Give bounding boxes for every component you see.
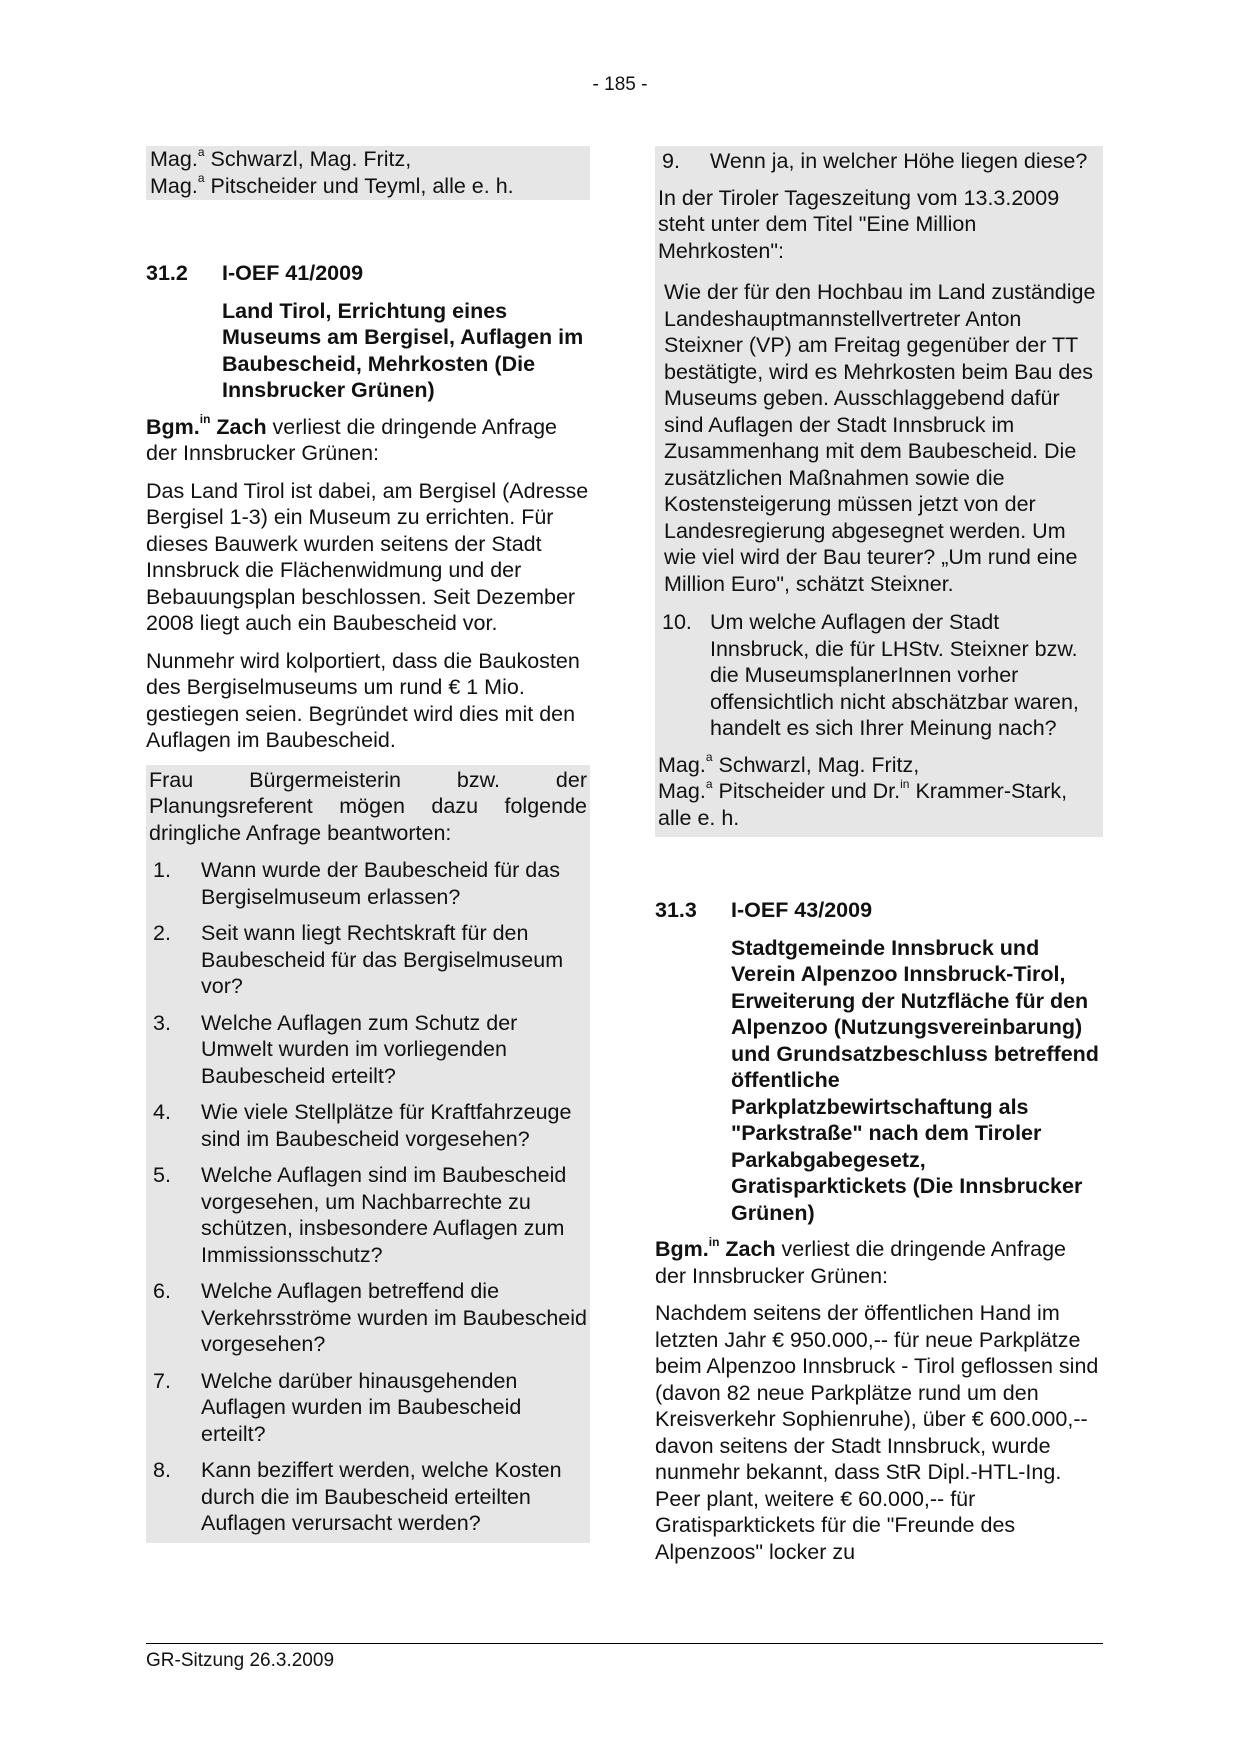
list-item: 4. Wie viele Stellplätze für Kraftfahrzeuge sind im Baubescheid vorgesehen? xyxy=(153,1100,572,1151)
question-list xyxy=(658,609,1100,742)
list-item: 9. Wenn ja, in welcher Höhe liegen diese? xyxy=(662,149,1088,173)
footer-text: GR-Sitzung 26.3.2009 xyxy=(146,1650,335,1671)
signature-line: Mag.$^a$ Schwarzl, Mag. Fritz, xyxy=(658,750,920,777)
inquiry-continuation xyxy=(655,146,1103,837)
body-paragraph: Nunmehr wird kolportiert, dass die Baukosten des Bergiselmuseums um rund € 1 Mio. gestiegen seien. Begründet wird dies mit den Auflagen im Baubescheid. xyxy=(146,648,580,752)
intro-paragraph: Bgm.$^{in}$ Zach verliest die dringende Anfrage der Innsbrucker Grünen: xyxy=(146,412,558,465)
question-list xyxy=(658,148,1100,175)
signature-block-right xyxy=(658,752,1100,832)
section-code: I-OEF 41/2009 xyxy=(222,261,364,285)
list-item: 5. Welche Auflagen sind im Baubescheid vorgesehen, um Nachbarrechte zu schützen, insbesondere Auflagen zum Immissionsschutz? xyxy=(153,1163,567,1267)
section-heading-31-2 xyxy=(146,260,590,287)
list-item: 1. Wann wurde der Baubescheid für das Bergiselmuseum erlassen? xyxy=(153,858,560,909)
signature-block-top xyxy=(146,146,590,200)
section-title: Land Tirol, Errichtung eines Museums am Bergisel, Auflagen im Baubescheid, Mehrkosten (Die Innsbrucker Grünen) xyxy=(222,298,584,402)
list-item: 6. Welche Auflagen betreffend die Verkehrsströme wurden im Baubescheid vorgesehen? xyxy=(153,1279,587,1356)
section-heading-31-3 xyxy=(655,897,1103,924)
list-item: 2. Seit wann liegt Rechtskraft für den Baubescheid für das Bergiselmuseum vor? xyxy=(153,921,564,998)
body-paragraph: Nachdem seitens der öffentlichen Hand im letzten Jahr € 950.000,-- für neue Parkplätze beim Alpenzoo Innsbruck - Tirol geflossen sind (davon 82 neue Parkplätze rund um den Kreisverkehr Sophienruhe), über € 600.000,-- davon seitens der Stadt Innsbruck, wurde nunmehr bekannt, dass StR Dipl.-HTL-Ing. Peer plant, weitere € 60.000,-- für Gratisparktickets für die "Freunde des Alpenzoos" locker zu xyxy=(655,1301,1099,1564)
inquiry-block xyxy=(146,765,590,1543)
request-paragraph: Frau Bürgermeisterin bzw. der Planungsreferent mögen dazu folgende dringliche Anfrage beantworten: xyxy=(149,767,587,845)
question-list xyxy=(149,857,587,1537)
newspaper-quote: Wie der für den Hochbau im Land zuständige Landeshauptmannstellvertreter Anton Steixner (VP) am Freitag gegenüber der TT bestätigte, wird es Mehrkosten beim Bau des Museums geben. Ausschlaggebend dafür sind Auflagen der Stadt Innsbruck im Zusammenhang mit dem Baubescheid. Die zusätzlichen Maßnahmen sowie die Kostensteigerung müssen jetzt von der Landesregierung abgesegnet werden. Um wie viel wird der Bau teurer? „Um rund eine Million Euro", schätzt Steixner. xyxy=(664,280,1096,596)
signature-line: Mag.$^a$ Pitscheider und Teyml, alle e. h. xyxy=(150,171,514,198)
list-item: 10. Um welche Auflagen der Stadt Innsbruck, die für LHStv. Steixner bzw. die MuseumsplanerInnen vorher offensichtlich nicht abschätzbar waren, handelt es sich Ihrer Meinung nach? xyxy=(662,610,1079,740)
list-item: 8. Kann beziffert werden, welche Kosten durch die im Baubescheid erteilten Auflagen verursacht werden? xyxy=(153,1458,562,1535)
signature-line: Mag.$^a$ Schwarzl, Mag. Fritz, xyxy=(150,144,412,171)
section-title: Stadtgemeinde Innsbruck und Verein Alpenzoo Innsbruck-Tirol, Erweiterung der Nutzfläche für den Alpenzoo (Nutzungsvereinbarung) und Grundsatzbeschluss betreffend öffentliche Parkplatzbewirtschaftung als "Parkstraße" nach dem Tiroler Parkabgabegesetz, Gratisparktickets (Die Innsbrucker Grünen) xyxy=(731,935,1099,1225)
list-item: 3. Welche Auflagen zum Schutz der Umwelt wurden im vorliegenden Baubescheid erteilt? xyxy=(153,1010,518,1088)
section-code: I-OEF 43/2009 xyxy=(731,898,873,922)
section-number: 31.2 xyxy=(146,261,188,285)
footer-divider xyxy=(146,1643,1103,1644)
signature-line: Mag.$^a$ Pitscheider und Dr.$^{in}$ Krammer-Stark, alle e. h. xyxy=(658,776,1068,830)
intro-paragraph: Bgm.$^{in}$ Zach verliest die dringende Anfrage der Innsbrucker Grünen: xyxy=(655,1234,1067,1288)
list-item: 7. Welche darüber hinausgehenden Auflagen wurden im Baubescheid erteilt? xyxy=(153,1368,522,1446)
left-column xyxy=(146,146,590,1543)
page-number: - 185 - xyxy=(592,74,648,95)
body-paragraph: Das Land Tirol ist dabei, am Bergisel (Adresse Bergisel 1-3) ein Museum zu errichten. Für dieses Bauwerk wurden seitens der Stadt Innsbruck die Flächenwidmung und der Bebauungsplan beschlossen. Seit Dezember 2008 liegt auch ein Baubescheid vor. xyxy=(146,478,589,635)
newspaper-intro: In der Tiroler Tageszeitung vom 13.3.2009 steht unter dem Titel "Eine Million Mehrkosten": xyxy=(658,185,1060,263)
right-column xyxy=(655,146,1103,1576)
section-number: 31.3 xyxy=(655,898,697,922)
